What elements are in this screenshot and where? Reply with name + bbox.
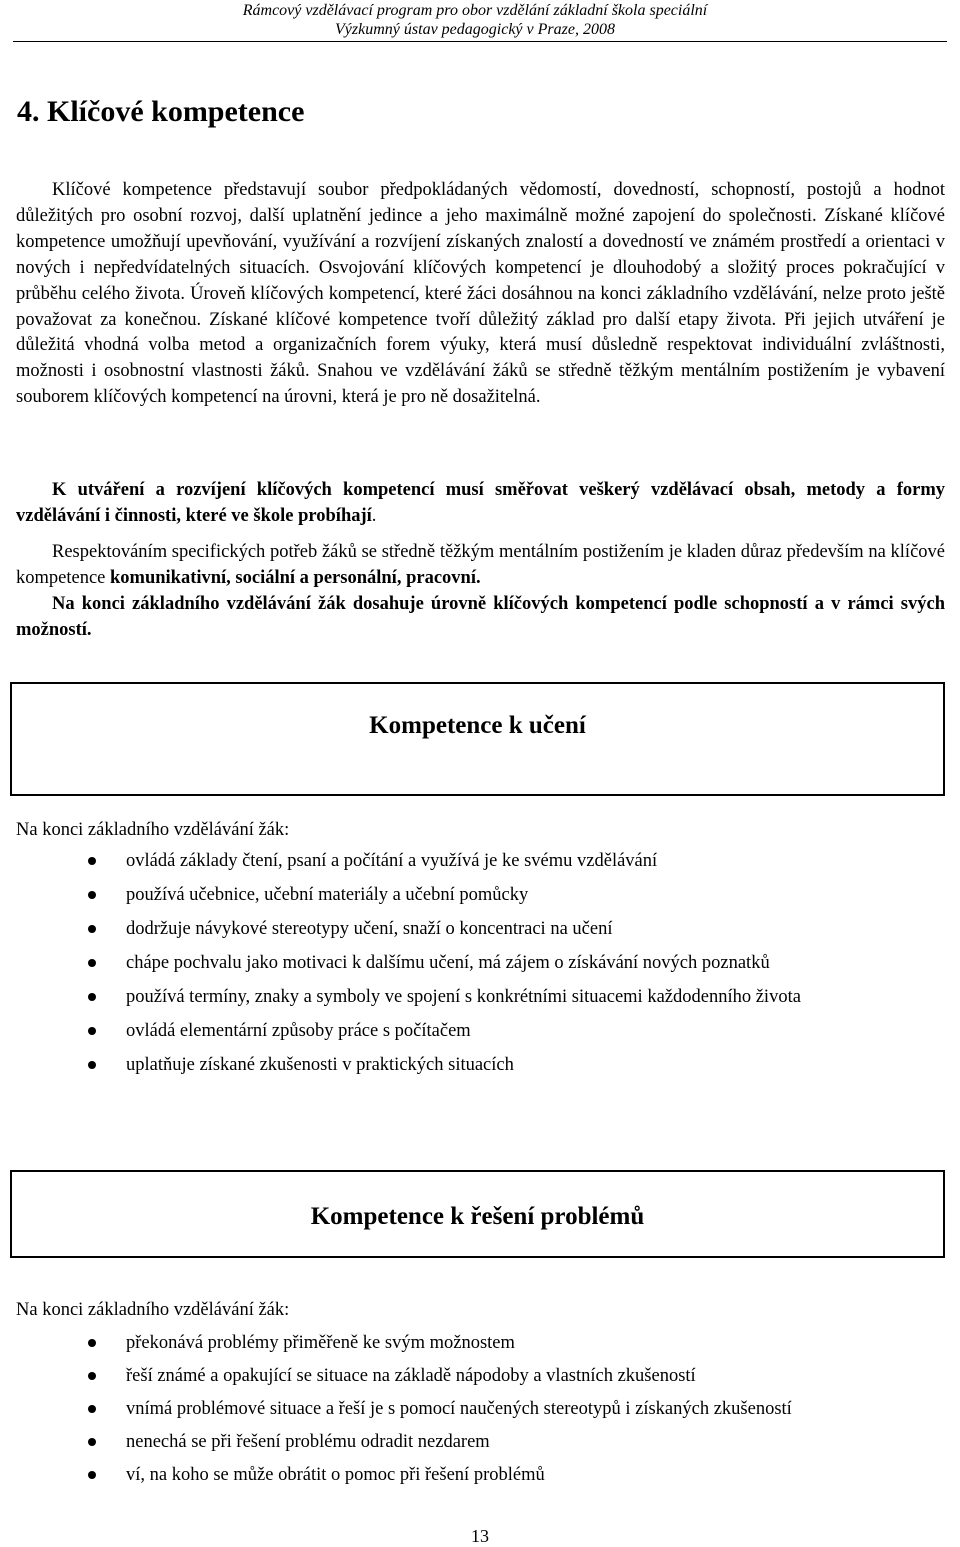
header-divider — [13, 41, 947, 42]
list-item — [0, 950, 960, 976]
list-item — [0, 1462, 960, 1488]
list-item-text: vnímá problémové situace a řeší je s pomocí naučených stereotypů i získaných zkušeností — [126, 1399, 792, 1419]
list-item-text: uplatňuje získané zkušenosti v praktických situacích — [126, 1055, 514, 1075]
section-box-problem-solving — [10, 1170, 945, 1258]
learning-competence-list — [0, 848, 960, 1078]
emphasis-tail: . — [371, 505, 377, 526]
list-item — [0, 916, 960, 942]
list-item-text: dodržuje návykové stereotypy učení, snaží o koncentraci na učení — [126, 919, 613, 939]
bullet-icon — [88, 993, 96, 1001]
list-item-text: ovládá základy čtení, psaní a počítání a využívá je ke svému vzdělávání — [126, 851, 658, 871]
section-intro-learning: Na konci základního vzdělávání žák: — [16, 820, 290, 840]
bullet-icon — [88, 1471, 96, 1479]
bullet-icon — [88, 959, 96, 967]
list-item — [0, 1330, 960, 1356]
list-item-text: nenechá se při řešení problému odradit nezdarem — [126, 1432, 490, 1452]
emphasis-bold-text: K utváření a rozvíjení klíčových kompetencí musí směřovat veškerý vzdělávací obsah, metody a formy vzdělávání i činnosti, které ve škole probíhají — [16, 480, 945, 526]
section-box-learning — [10, 682, 945, 796]
list-item — [0, 1018, 960, 1044]
list-item-text: řeší známé a opakující se situace na základě nápodoby a vlastních zkušeností — [126, 1366, 696, 1386]
list-item — [0, 1396, 960, 1422]
bullet-icon — [88, 1372, 96, 1380]
bullet-icon — [88, 1061, 96, 1069]
section-title-learning: Kompetence k učení — [369, 712, 586, 739]
list-item — [0, 882, 960, 908]
list-item-text: používá termíny, znaky a symboly ve spojení s konkrétními situacemi každodenního života — [126, 987, 801, 1007]
focus-text: Respektováním specifických potřeb žáků se středně těžkým mentálním postižením je kladen důraz především na klíčové kompetence — [16, 542, 945, 588]
focus-bold-goal: Na konci základního vzdělávání žák dosahuje úrovně klíčových kompetencí podle schopností a v rámci svých možností. — [16, 593, 945, 640]
bullet-icon — [88, 891, 96, 899]
page-number: 13 — [471, 1526, 489, 1546]
list-item — [0, 984, 960, 1010]
emphasis-paragraph — [16, 478, 945, 530]
bullet-icon — [88, 925, 96, 933]
section-intro-problem-solving: Na konci základního vzdělávání žák: — [16, 1300, 290, 1320]
bullet-icon — [88, 1438, 96, 1446]
bullet-icon — [88, 1405, 96, 1413]
bullet-icon — [88, 857, 96, 865]
list-item — [0, 1429, 960, 1455]
list-item — [0, 1363, 960, 1389]
bullet-icon — [88, 1027, 96, 1035]
list-item-text: chápe pochvalu jako motivaci k dalšímu učení, má zájem o získávání nových poznatků — [126, 953, 770, 973]
list-item — [0, 848, 960, 874]
header-publisher: Výzkumný ústav pedagogický v Praze, 2008 — [335, 21, 615, 38]
page-header — [0, 0, 960, 42]
bullet-icon — [88, 1339, 96, 1347]
section-title-problem-solving: Kompetence k řešení problémů — [310, 1203, 645, 1230]
focus-paragraph — [16, 540, 945, 644]
intro-paragraph: Klíčové kompetence představují soubor předpokládaných vědomostí, dovedností, schopností, postojů a hodnot důležitých pro osobní rozvoj, další uplatnění jedince a jeho maximálně možné zapojení do společnosti. Získané klíčové kompetence umožňují upevňování, využívání a rozvíjení získaných znalostí a dovedností ve známém prostředí a orientaci v nových i nepředvídatelných situacích. Osvojování klíčových kompetencí je dlouhodobý a složitý proces pokračující v průběhu celého života. Úroveň klíčových kompetencí, které žáci dosáhnou na konci základního vzdělávání, nelze proto ještě považovat za konečnou. Získané klíčové kompetence tvoří důležitý základ pro další etapy života. Při jejich utváření je důležitá vhodná volba metod a organizačních forem výuky, která musí důsledně respektovat individuální zvláštnosti, možnosti i osobnostní vlastnosti žáků. Snahou ve vzdělávání žáků se středně těžkým mentálním postižením je vybavení souborem klíčových kompetencí na úrovni, která je pro ně dosažitelná. — [16, 180, 945, 408]
focus-bold-competences: komunikativní, sociální a personální, pracovní. — [110, 567, 481, 588]
list-item-text: ovládá elementární způsoby práce s počítačem — [126, 1021, 471, 1041]
problem-solving-competence-list — [0, 1330, 960, 1488]
list-item-text: ví, na koho se může obrátit o pomoc při řešení problémů — [126, 1465, 545, 1485]
header-program-title: Rámcový vzdělávací program pro obor vzdělání základní škola speciální — [242, 2, 708, 19]
list-item — [0, 1052, 960, 1078]
chapter-title: 4. Klíčové kompetence — [17, 95, 305, 128]
list-item-text: používá učebnice, učební materiály a učební pomůcky — [126, 885, 529, 905]
list-item-text: překonává problémy přiměřeně ke svým možnostem — [126, 1333, 515, 1353]
